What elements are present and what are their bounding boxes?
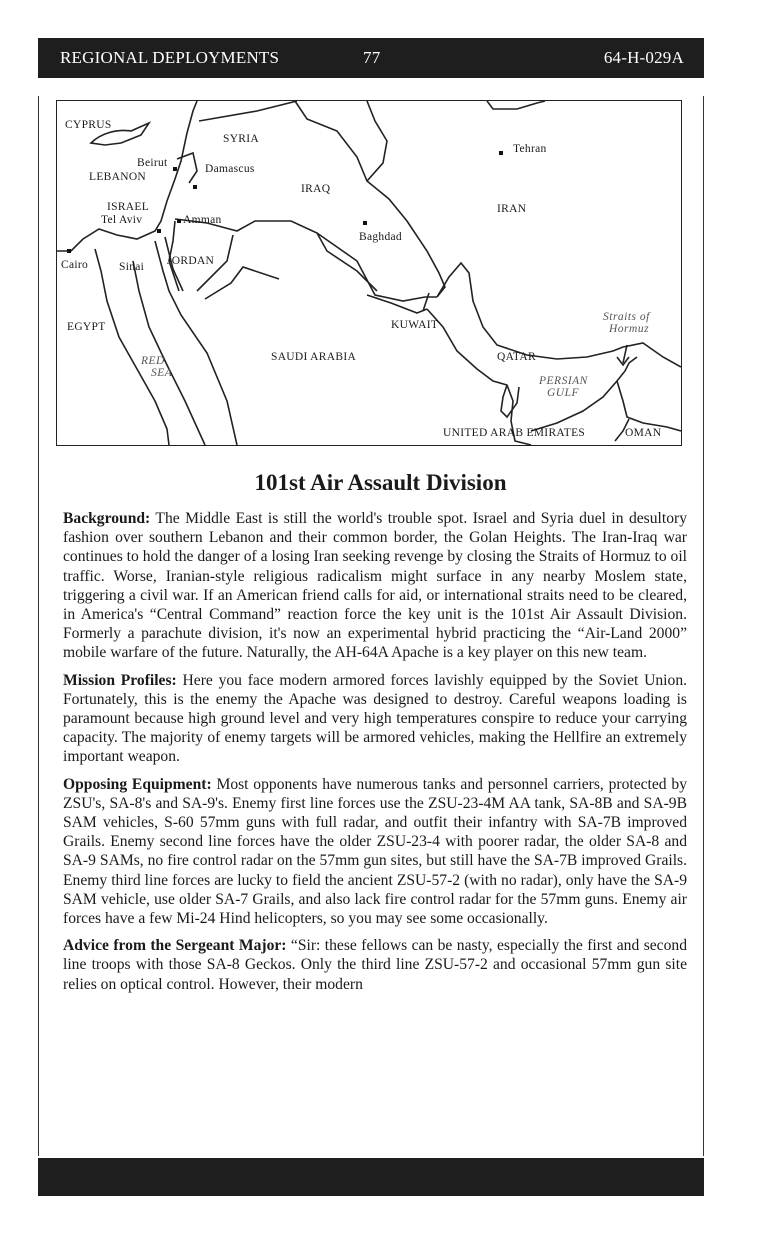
section-body: “Sir: these fellows can be nasty, especially the first and second line troops with those SA-8 Geckos. Only the third line ZSU-57-2 and occasional 57mm gun site relies on optical control. However, their modern [63,937,687,993]
city-marker-tel-aviv [157,229,161,233]
label-lebanon: LEBANON [89,171,147,183]
label-sea: SEA [151,367,173,379]
label-beirut: Beirut [137,157,168,169]
page-number: 77 [363,48,381,67]
page-footer-bar [38,1158,704,1196]
section-heading: Mission Profiles: [63,671,177,689]
label-syria: SYRIA [223,133,260,145]
label-sinai: Sinai [119,261,145,273]
page-title: 101st Air Assault Division [254,470,507,495]
section-mission-profiles [63,671,687,767]
label-egypt: EGYPT [67,321,106,333]
label-gulf: GULF [547,387,580,399]
city-marker-amman [177,219,181,223]
label-baghdad: Baghdad [359,231,402,243]
section-heading: Background: [63,510,151,527]
city-marker-tehran [499,151,503,155]
label-jordan: JORDAN [167,255,215,267]
map-outline-drawing [57,101,681,445]
right-margin-rule [703,96,704,1156]
label-tel-aviv: Tel Aviv [101,214,143,226]
body-text [63,509,687,1002]
label-tehran: Tehran [513,143,547,155]
section-background [63,509,687,663]
section-sergeant-advice [63,936,687,994]
city-marker-cairo [67,249,71,253]
middle-east-map [56,100,682,446]
label-cairo: Cairo [61,259,89,271]
label-persian: PERSIAN [539,375,588,387]
section-heading: Advice from the Sergeant Major: [63,937,287,955]
label-saudi-arabia: SAUDI ARABIA [271,351,357,363]
label-kuwait: KUWAIT [391,319,439,331]
label-israel: ISRAEL [107,201,150,213]
label-hormuz: Hormuz [609,323,650,335]
city-marker-beirut [173,167,177,171]
section-opposing-equipment [63,775,687,929]
label-cyprus: CYPRUS [65,119,112,131]
label-straits: Straits of [603,311,650,323]
running-head: REGIONAL DEPLOYMENTS [60,48,280,67]
section-body: Most opponents have numerous tanks and personnel carriers, protected by ZSU's, SA-8's and SA-9's. Enemy first line forces use the ZSU-23-4M AA tank, SA-8B and SA-9B SAM vehicles, S-60 57mm guns with full radar, and outfit their infantry with SA-7B improved Grails. Enemy second line forces have the older ZSU-23-4 with poorer radar, the older SA-8 and SA-9 SAMs, no fire control radar on the 57mm gun sites, but still have the SA-7B improved Grails. Enemy third line forces are lucky to field the ancient ZSU-57-2 (with no radar), only have the SA-9 SAM vehicle, use older SA-7 Grails, and also lack fire control radar for the 57mm guns. Enemy air forces have a few Mi-24 Hind helicopters, so you may see some occasionally. [63,775,687,928]
label-damascus: Damascus [205,163,255,175]
document-code: 64-H-029A [603,48,684,67]
section-body: Here you face modern armored forces lavishly equipped by the Soviet Union. Fortunately, this is the enemy the Apache was designed to destroy. Careful weapons loading is paramount because high ground level and very high temperatures conspire to reduce your carrying capacity. The majority of enemy targets will be armored vehicles, making the Hellfire an extremely important weapon. [63,671,688,766]
label-uae: UNITED ARAB EMIRATES [443,427,586,439]
label-amman: Amman [183,214,222,226]
city-marker-damascus [193,185,197,189]
section-heading: Opposing Equipment: [63,775,212,793]
left-margin-rule [38,96,39,1156]
label-red: RED [141,355,165,367]
label-iran: IRAN [497,203,527,215]
city-marker-baghdad [363,221,367,225]
label-oman: OMAN [625,427,662,439]
label-qatar: QATAR [497,351,536,363]
page-header [38,38,704,78]
section-body: The Middle East is still the world's trouble spot. Israel and Syria duel in desultory fashion over southern Lebanon and their common border, the Golan Heights. The Iran-Iraq war continues to hold the danger of a losing Iran seeking revenge by closing the Straits of Hormuz to oil traffic. Worse, Iranian-style religious radicalism might surface in any nearby Moslem state, triggering a civil war. If an American friend calls for aid, or international straits need to be cleared, in America's “Central Command” reaction force the key unit is the 101st Air Assault Division. Formerly a parachute division, it's now an experimental hybrid practicing the “Air-Land 2000” mobile warfare of the future. Naturally, the AH-64A Apache is a key player on this new team. [63,510,687,662]
label-iraq: IRAQ [301,183,331,195]
